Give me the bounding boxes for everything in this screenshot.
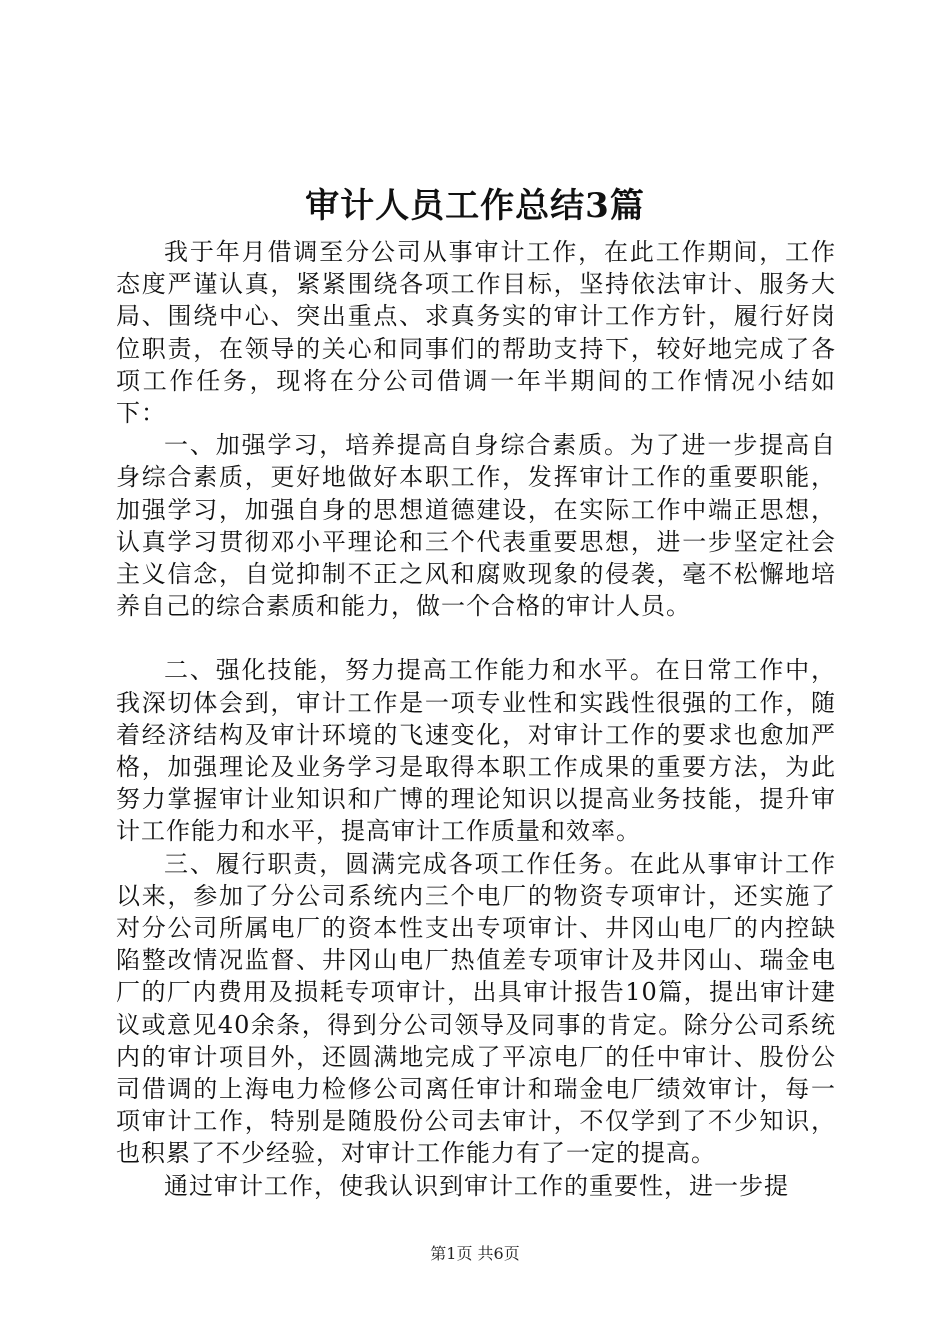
document-title: 审计人员工作总结3篇: [305, 186, 645, 226]
paragraph-continuation: 通过审计工作，使我认识到审计工作的重要性，进一步提: [164, 1171, 789, 1200]
paragraph-section-2: 二、强化技能，努力提高工作能力和水平。在日常工作中，我深切体会到，审计工作是一项专业性和实践性很强的工作，随着经济结构及审计环境的飞速变化，对审计工作的要求也愈加严格，加强理论及业务学习是取得本职工作成果的重要方法，为此努力掌握审计业知识和广博的理论知识以提高业务技能，提升审计工作能力和水平，提高审计工作质量和效率。: [116, 656, 836, 846]
page-footer: 第1页 共6页: [430, 1244, 520, 1263]
paragraph-intro: 我于年月借调至分公司从事审计工作，在此工作期间，工作态度严谨认真，紧紧围绕各项工作目标，坚持依法审计、服务大局、围绕中心、突出重点、求真务实的审计工作方针，履行好岗位职责，在领导的关心和同事们的帮助支持下，较好地完成了各项工作任务，现将在分公司借调一年半期间的工作情况小结如下：: [116, 238, 836, 428]
paragraph-section-1: 一、加强学习，培养提高自身综合素质。为了进一步提高自身综合素质，更好地做好本职工作，发挥审计工作的重要职能，加强学习，加强自身的思想道德建设，在实际工作中端正思想，认真学习贯彻邓小平理论和三个代表重要思想，进一步坚定社会主义信念，自觉抑制不正之风和腐败现象的侵袭，毫不松懈地培养自己的综合素质和能力，做一个合格的审计人员。: [116, 431, 836, 621]
document-body: [116, 236, 836, 1202]
paragraph-section-3: 三、履行职责，圆满完成各项工作任务。在此从事审计工作以来，参加了分公司系统内三个电厂的物资专项审计，还实施了对分公司所属电厂的资本性支出专项审计、井冈山电厂的内控缺陷整改情况监督、井冈山电厂热值差专项审计及井冈山、瑞金电厂的厂内费用及损耗专项审计，出具审计报告10篇，提出审计建议或意见40余条，得到分公司领导及同事的肯定。除分公司系统内的审计项目外，还圆满地完成了平凉电厂的任中审计、股份公司借调的上海电力检修公司离任审计和瑞金电厂绩效审计，每一项审计工作，特别是随股份公司去审计，不仅学到了不少知识，也积累了不少经验，对审计工作能力有了一定的提高。: [116, 849, 836, 1168]
